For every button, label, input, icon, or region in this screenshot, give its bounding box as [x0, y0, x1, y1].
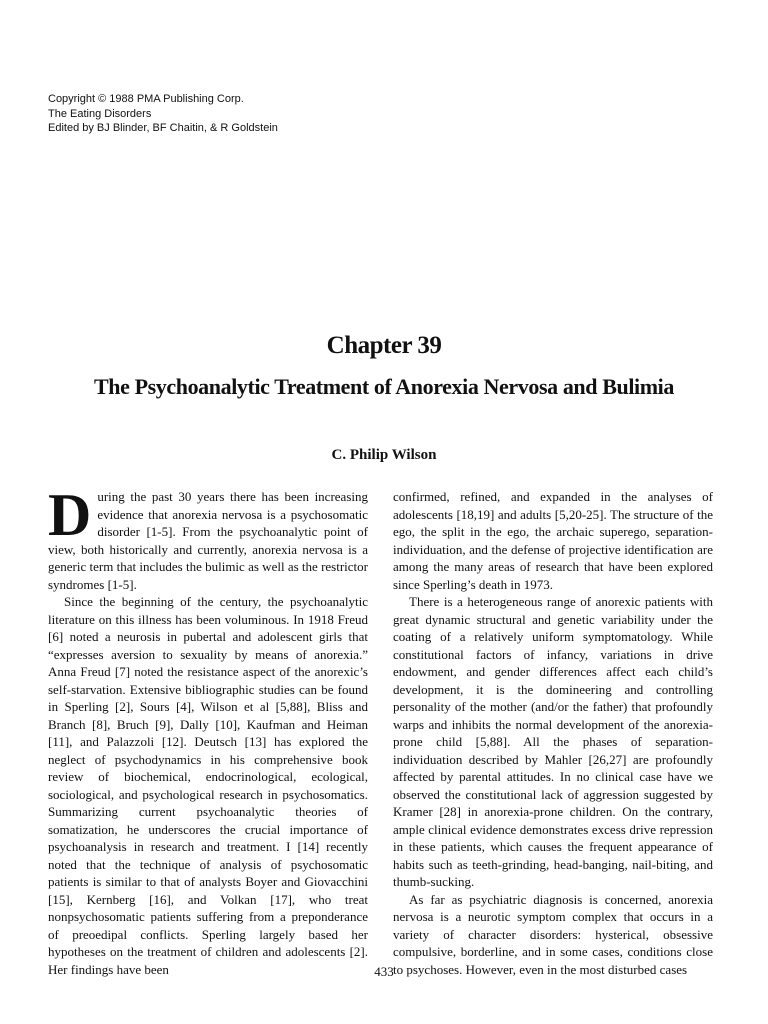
- paragraph: confirmed, refined, and expanded in the analyses of adolescents [18,19] and adults [5,20-25]. The structure of the ego, the split in the ego, the archaic superego, separation-individuation, and the defense of projective identification are among the many areas of research that have been explored since Sperling’s death in 1973.: [393, 489, 713, 592]
- editors-line: Edited by BJ Blinder, BF Chaitin, & R Goldstein: [48, 122, 278, 134]
- page-number: 433: [374, 964, 394, 979]
- paragraph: There is a heterogeneous range of anorexic patients with great dynamic structural and genetic variability under the coating of a relatively uniform symptomatology. While constitutional factors of infancy, variations in drive endowment, and gender differences affect each child’s development, it is the domineering and controlling personality of the mother (and/or the father) that profoundly warps and inhibits the normal development of the anorexia-prone child [5,88]. All the phases of separation- individuation described by Mahler [26,27] are profoundly affected by parental attitudes. In no clinical case have we observed the constitutional lack of aggression suggested by Kramer [28] in anorexia-prone children. On the contrary, ample clinical evidence demonstrates excess drive repression in these patients, which causes the frequent appearance of habits such as teeth-grinding, head-banging, nail-biting, and thumb-sucking.: [393, 594, 713, 889]
- paragraph: [48, 482, 368, 593]
- chapter-number: Chapter 39: [326, 332, 442, 359]
- paragraph: Since the beginning of the century, the psychoanalytic literature on this illness has been voluminous. In 1918 Freud [6] noted a neurosis in pubertal and adolescent girls that “expresses aversion to sexuality by means of anorexia.” Anna Freud [7] noted the resistance aspect of the anorexic’s self-starvation. Extensive bibliographic studies can be found in Sperling [2], Sours [4], Wilson et al [5,88], Bliss and Branch [8], Bruch [9], Dally [10], Kaufman and Heiman [11], and Palazzoli [12]. Deutsch [13] has explored the neglect of psychodynamics in his comprehensive book review of biochemical, endocrinological, ecological, sociological, and psychological research in psychosomatics. Summarizing current psychoanalytic theories of somatization, he underscores the crucial importance of psychoanalysis in research and treatment. I [14] recently noted that the technique of analysis of psychosomatic patients is similar to that of analysts Boyer and Giovacchini [15], Kernberg [16], and Volkan [17], who treat nonpsychosomatic patients suffering from a preponderance of preoedipal conflicts. Sperling largely based her hypotheses on the treatment of children and adolescents [2]. Her findings have been: [48, 594, 368, 977]
- left-column: [48, 482, 368, 978]
- author-name: C. Philip Wilson: [331, 447, 437, 463]
- drop-cap: D: [48, 482, 92, 548]
- paragraph: As far as psychiatric diagnosis is concerned, anorexia nervosa is a neurotic symptom complex that occurs in a variety of character disorders: hysterical, obsessive compulsive, borderline, and in some cases, conditions close to psychoses. However, even in the most disturbed cases: [393, 891, 713, 977]
- copyright-block: [48, 92, 278, 136]
- right-column: [393, 488, 713, 978]
- book-title-line: The Eating Disorders: [48, 107, 152, 120]
- paragraph-text: uring the past 30 years there has been increasing evidence that anorexia nervosa is a psychosomatic disorder [1-5]. From the psychoanalytic point of view, both historically and currently, anorexia nervosa is a generic term that includes the bulimic as well as the restrictor syndromes [1-5].: [48, 489, 368, 592]
- chapter-title: The Psychoanalytic Treatment of Anorexia Nervosa and Bulimia: [94, 374, 674, 399]
- copyright-line: Copyright © 1988 PMA Publishing Corp.: [48, 93, 244, 105]
